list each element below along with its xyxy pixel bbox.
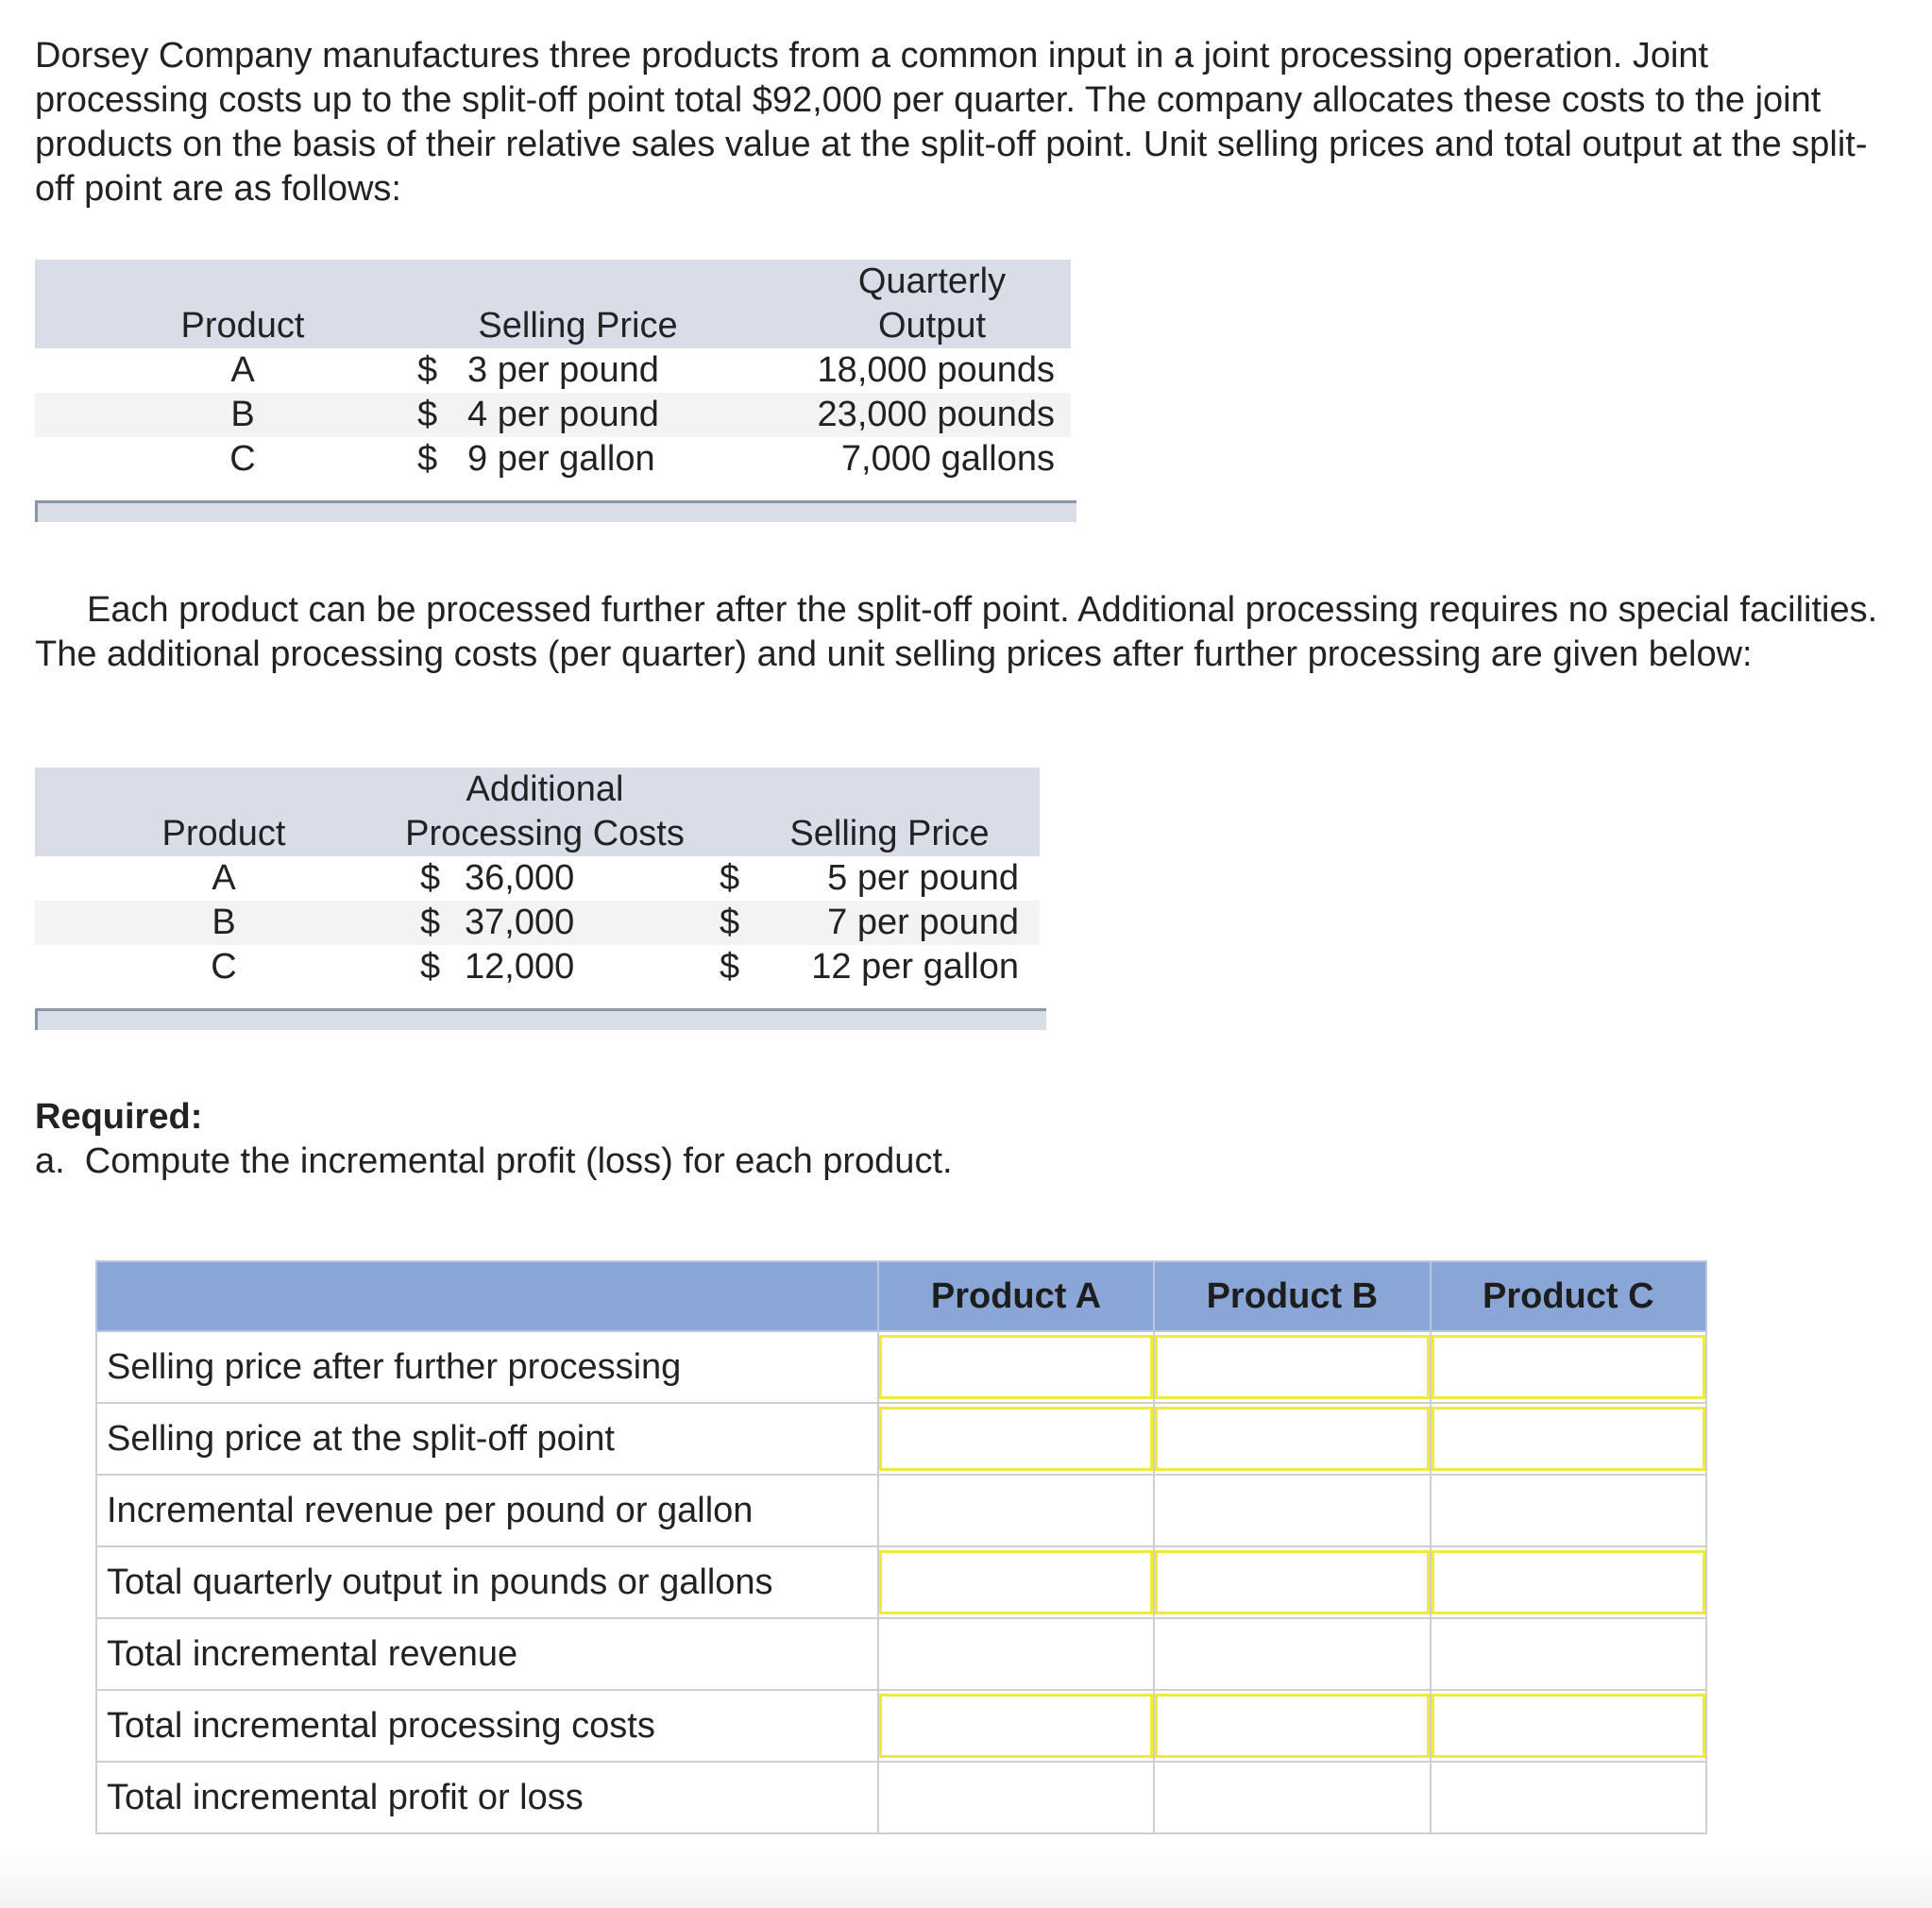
input-product-a[interactable] — [879, 1335, 1153, 1399]
further-processing-text: Each product can be processed further after the split-off point. Additional processing requires no special facilities. The additional processing costs (per quarter) and unit selling prices after further processing are given below: — [35, 590, 1878, 674]
input-product-a[interactable] — [879, 1407, 1153, 1471]
header-blank-cell — [96, 1261, 878, 1331]
col-header-additional: Additional — [466, 769, 624, 809]
table-cell-cost: 12,000 — [465, 947, 575, 987]
row-label: Incremental revenue per pound or gallon — [96, 1475, 878, 1546]
row-label: Total incremental revenue — [96, 1618, 878, 1690]
incremental-profit-table — [95, 1260, 1707, 1834]
table-bottom-rule — [35, 500, 1076, 522]
table-cell-dollar: $ — [720, 947, 740, 987]
table-cell-dollar: $ — [420, 903, 441, 942]
required-item-a: a. Compute the incremental profit (loss) for each product. — [35, 1141, 953, 1181]
col-header-product: Product — [161, 814, 286, 853]
input-product-a[interactable] — [879, 1694, 1153, 1758]
split-off-table — [35, 260, 1074, 524]
input-product-b[interactable] — [1155, 1407, 1429, 1471]
table-cell-output: 23,000 pounds — [817, 395, 1055, 434]
required-label: Required: — [35, 1097, 203, 1137]
input-product-a[interactable] — [879, 1550, 1153, 1614]
row-label: Total incremental profit or loss — [96, 1762, 878, 1833]
col-header-selling-price: Selling Price — [789, 814, 990, 853]
row-label: Selling price at the split-off point — [96, 1403, 878, 1475]
row-label: Total quarterly output in pounds or gallons — [96, 1546, 878, 1618]
table-cell-output: 18,000 pounds — [817, 350, 1055, 390]
table-cell-price: 7 per pound — [827, 903, 1019, 942]
table-cell-price: 9 per gallon — [467, 439, 655, 479]
table-cell-dollar: $ — [420, 858, 441, 898]
col-header-product: Product — [180, 306, 305, 346]
input-product-b[interactable] — [1155, 1550, 1429, 1614]
col-header-quarterly: Quarterly — [857, 262, 1007, 301]
computed-product-c[interactable] — [1432, 1478, 1705, 1543]
further-processing-paragraph — [35, 588, 1886, 677]
table-cell-product: C — [211, 947, 237, 987]
table-cell-product: A — [230, 350, 255, 390]
table-row — [96, 1618, 1706, 1690]
row-label: Selling price after further processing — [96, 1331, 878, 1403]
table-cell-price: 5 per pound — [827, 858, 1019, 898]
input-product-c[interactable] — [1432, 1694, 1705, 1758]
computed-product-b[interactable] — [1155, 1765, 1429, 1830]
table-row — [96, 1762, 1706, 1833]
table-cell-price: 3 per pound — [467, 350, 659, 390]
page-footer-fade — [0, 1850, 1932, 1908]
table-cell-dollar: $ — [417, 350, 438, 390]
table-cell-price: 12 per gallon — [811, 947, 1019, 987]
computed-product-a[interactable] — [879, 1478, 1153, 1543]
table-row — [96, 1690, 1706, 1762]
further-processing-table — [35, 768, 1083, 1032]
computed-product-c[interactable] — [1432, 1622, 1705, 1686]
col-header-processing-costs: Processing Costs — [405, 814, 685, 853]
computed-product-b[interactable] — [1155, 1622, 1429, 1686]
col-header-product-c: Product C — [1431, 1261, 1706, 1331]
input-product-b[interactable] — [1155, 1694, 1429, 1758]
row-label: Total incremental processing costs — [96, 1690, 878, 1762]
input-product-c[interactable] — [1432, 1550, 1705, 1614]
table-cell-output: 7,000 gallons — [840, 439, 1055, 479]
table-row — [96, 1331, 1706, 1403]
table-cell-product: B — [230, 395, 255, 434]
table-cell-cost: 37,000 — [465, 903, 575, 942]
table-cell-product: A — [212, 858, 236, 898]
computed-product-a[interactable] — [879, 1622, 1153, 1686]
col-header-selling-price: Selling Price — [478, 306, 678, 346]
table-cell-product: C — [229, 439, 256, 479]
computed-product-c[interactable] — [1432, 1765, 1705, 1830]
table-cell-cost: 36,000 — [465, 858, 575, 898]
table-cell-dollar: $ — [720, 903, 740, 942]
table-bottom-rule — [35, 1008, 1046, 1030]
computed-product-a[interactable] — [879, 1765, 1153, 1830]
table-row — [96, 1475, 1706, 1546]
col-header-product-b: Product B — [1154, 1261, 1430, 1331]
table-row — [96, 1546, 1706, 1618]
table-row — [96, 1403, 1706, 1475]
input-product-b[interactable] — [1155, 1335, 1429, 1399]
table-cell-dollar: $ — [417, 439, 438, 479]
col-header-output: Output — [877, 306, 987, 346]
intro-paragraph: Dorsey Company manufactures three products from a common input in a joint processing operation. Joint processing costs up to the split-off point total $92,000 per quarter. The company allocates these costs to the joint products on the basis of their relative sales value at the split-off point. Unit selling prices and total output at the split-off point are as follows: — [35, 36, 1868, 209]
input-product-c[interactable] — [1432, 1335, 1705, 1399]
table-cell-dollar: $ — [417, 395, 438, 434]
table-cell-dollar: $ — [420, 947, 441, 987]
table-cell-price: 4 per pound — [467, 395, 659, 434]
table-cell-dollar: $ — [720, 858, 740, 898]
input-product-c[interactable] — [1432, 1407, 1705, 1471]
table-cell-product: B — [212, 903, 236, 942]
col-header-product-a: Product A — [878, 1261, 1154, 1331]
computed-product-b[interactable] — [1155, 1478, 1429, 1543]
